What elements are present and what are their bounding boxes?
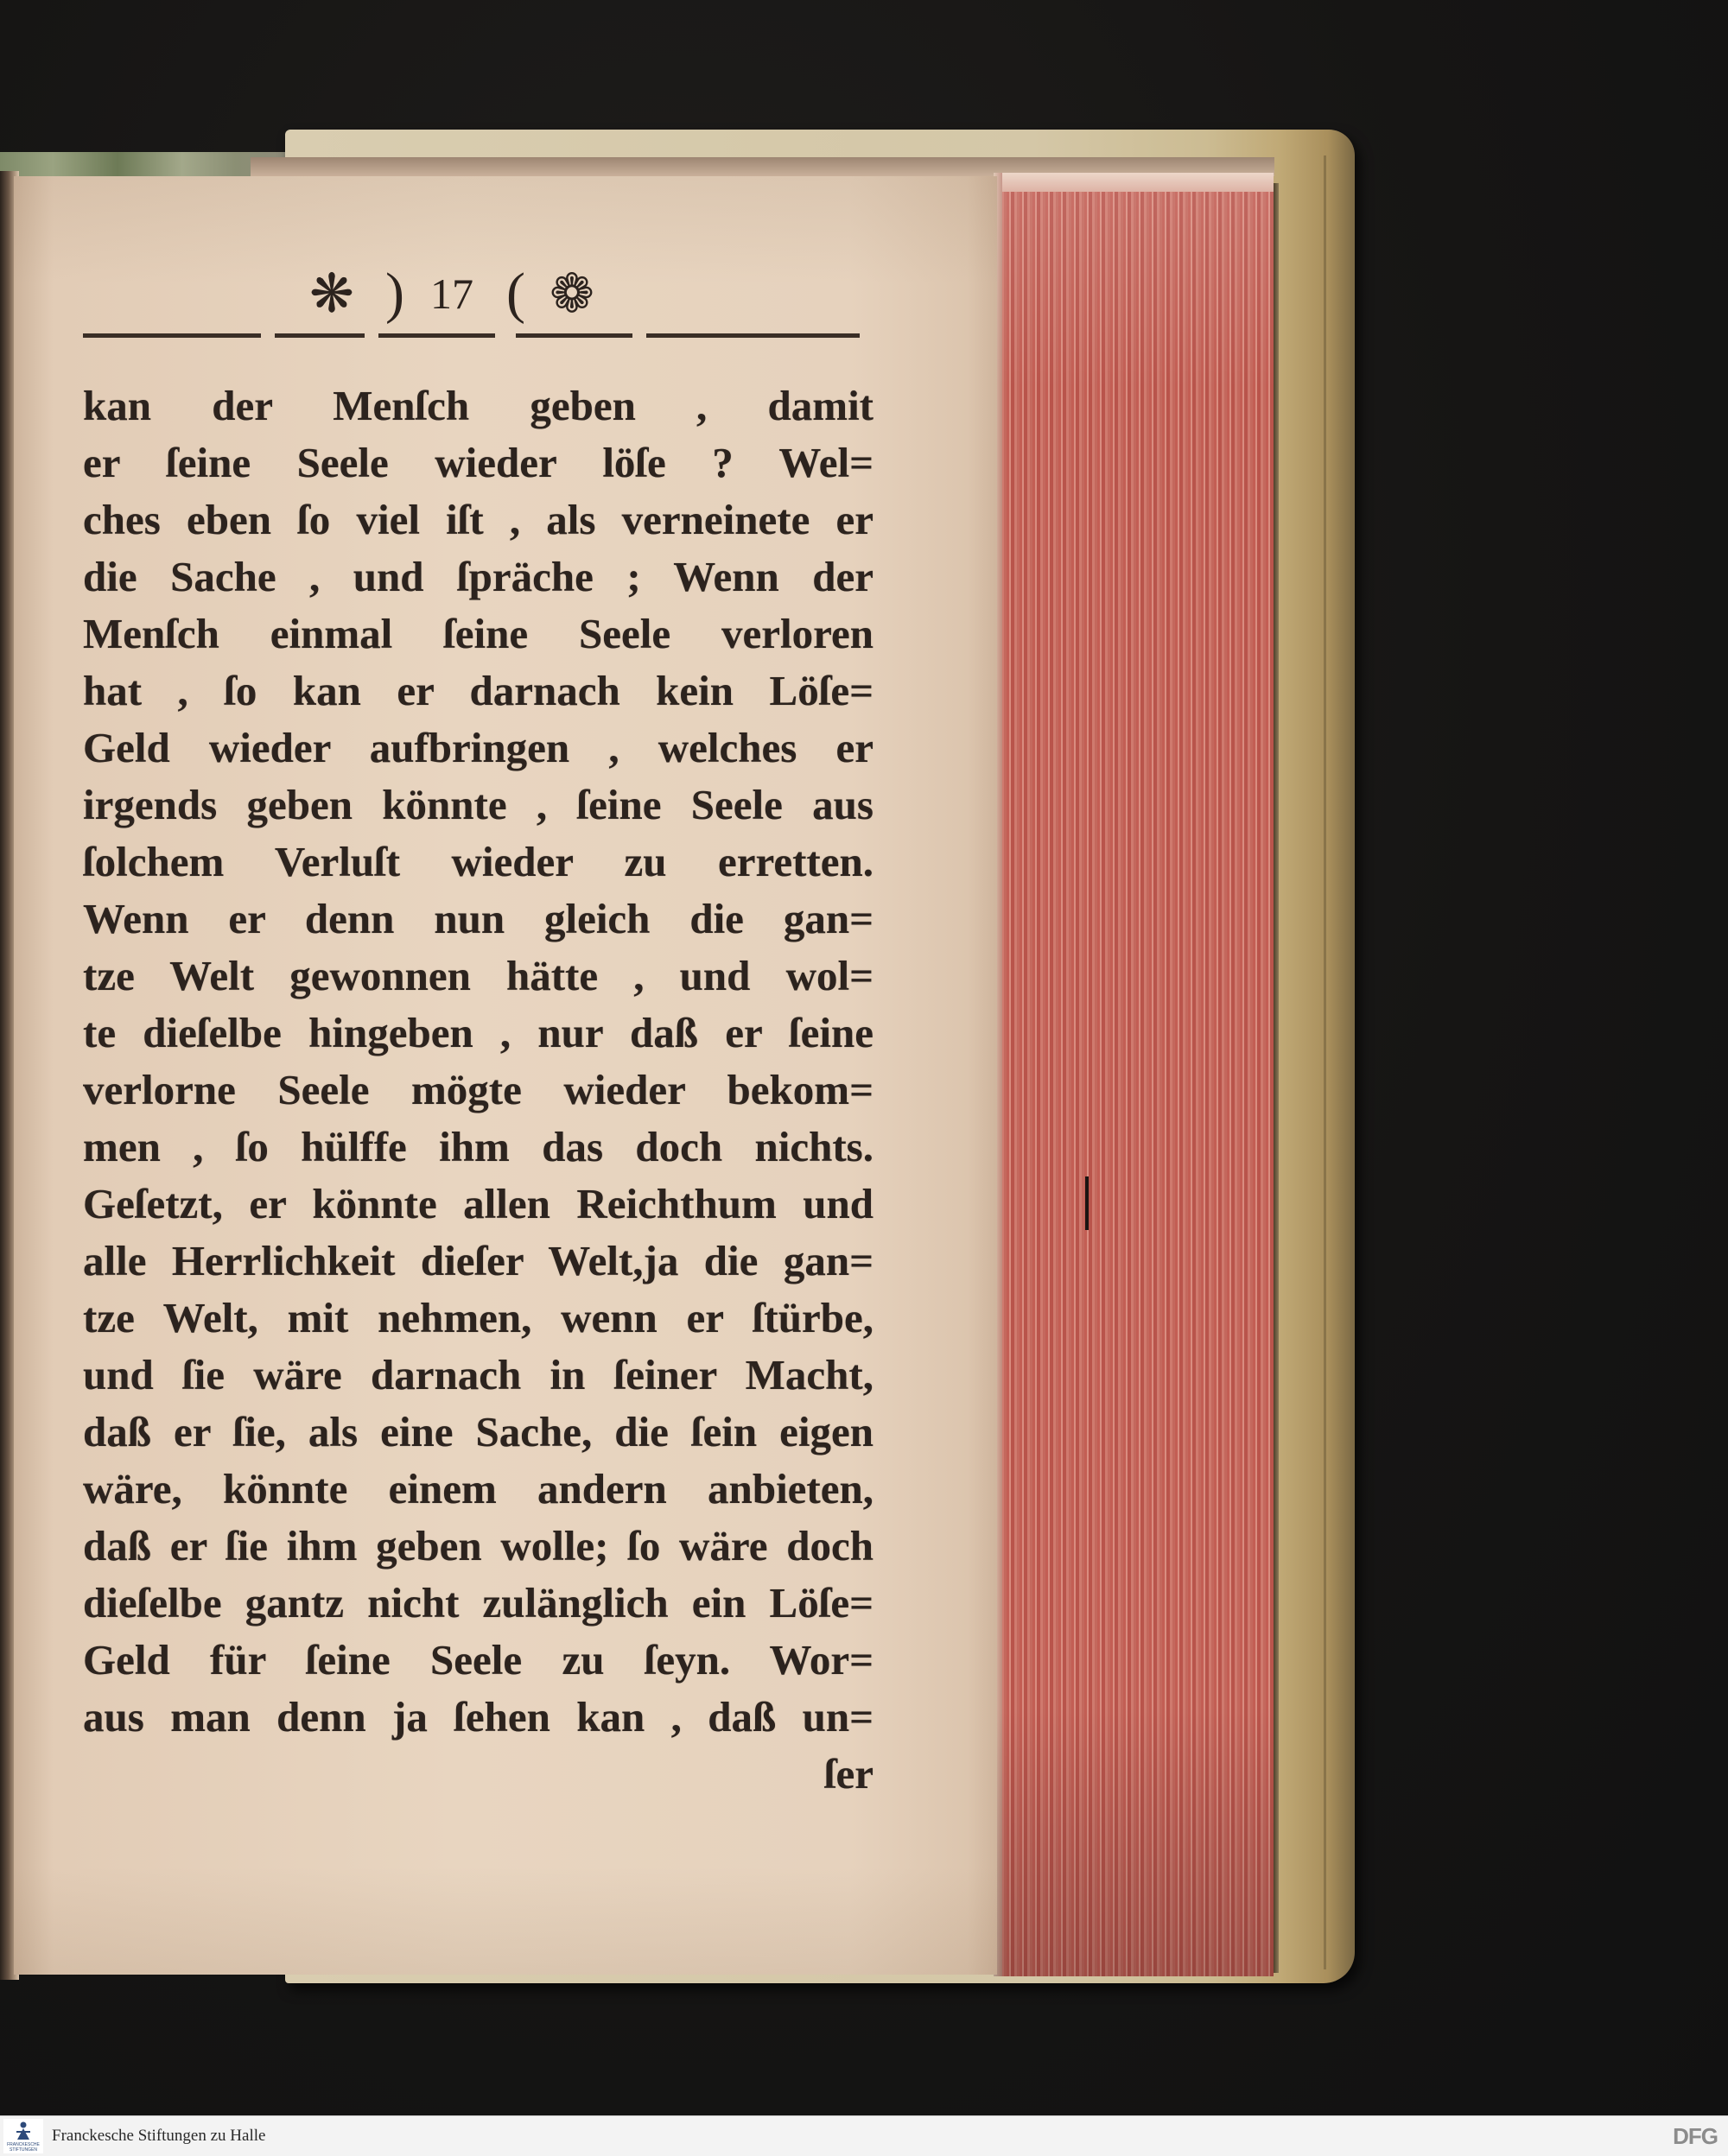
text-line: men , ſo hülffe ihm das doch nichts. xyxy=(83,1123,874,1170)
text-line: ches eben ſo viel iſt , als verneinete er xyxy=(83,496,874,543)
text-line: alle Herrlichkeit dieſer Welt,ja die gan= xyxy=(83,1237,874,1284)
text-line: daß er ſie, als eine Sache, die ſein eigen xyxy=(83,1408,874,1455)
running-head-left-bracket: ) xyxy=(385,262,404,325)
text-line: kan der Menſch geben , damit xyxy=(83,382,874,429)
text-line: Geld wieder aufbringen , welches er xyxy=(83,724,874,771)
ornament-star-icon xyxy=(301,263,363,325)
catchword-line: ſer xyxy=(823,1750,874,1798)
text-line: aus man denn ja ſehen kan , daß un= xyxy=(83,1693,874,1741)
rule-segment xyxy=(83,333,261,338)
book-page xyxy=(14,176,997,1975)
text-line: daß er ſie ihm geben wolle; ſo wäre doch xyxy=(83,1522,874,1569)
text-line: und ſie wäre darnach in ſeiner Macht, xyxy=(83,1351,874,1398)
text-line: verlorne Seele mögte wieder bekom= xyxy=(83,1066,874,1113)
dfg-logo: DFG xyxy=(1673,2123,1718,2149)
cover-turn-in-line xyxy=(1274,183,1279,1973)
fore-edge-top xyxy=(994,173,1274,192)
edge-mark xyxy=(1085,1176,1089,1230)
text-line: Geld für ſeine Seele zu ſeyn. Wor= xyxy=(83,1636,874,1684)
logo-lettering: FRANCKESCHE STIFTUNGEN xyxy=(7,2142,40,2153)
ornament-rosette-icon xyxy=(541,263,603,325)
rule-segment xyxy=(646,333,860,338)
rule-segment xyxy=(378,333,495,338)
text-line: hat , ſo kan er darnach kein Löſe= xyxy=(83,667,874,714)
institution-name: Franckesche Stiftungen zu Halle xyxy=(52,2127,266,2145)
text-line: die Sache , und ſpräche ; Wenn der xyxy=(83,553,874,600)
viewer-footer xyxy=(0,2115,1728,2156)
text-line: Geſetzt, er könnte allen Reichthum und xyxy=(83,1180,874,1227)
text-line: tze Welt, mit nehmen, wenn er ſtürbe, xyxy=(83,1294,874,1341)
text-line: te dieſelbe hingeben , nur daß er ſeine xyxy=(83,1009,874,1056)
logo-emblem xyxy=(15,2121,32,2141)
body-text xyxy=(83,377,874,1803)
text-line: dieſelbe gantz nicht zulänglich ein Löſe= xyxy=(83,1579,874,1627)
text-line: er ſeine Seele wieder löſe ? Wel= xyxy=(83,439,874,486)
rule-segment xyxy=(275,333,365,338)
rule-segment xyxy=(516,333,632,338)
text-line: Wenn er denn nun gleich die gan= xyxy=(83,895,874,942)
text-line: Menſch einmal ſeine Seele verloren xyxy=(83,610,874,657)
text-line: ſolchem Verluſt wieder zu erretten. xyxy=(83,838,874,885)
marbled-endpaper xyxy=(0,152,294,178)
text-line: tze Welt gewonnen hätte , und wol= xyxy=(83,952,874,999)
cover-crease-line xyxy=(1324,155,1326,1969)
franckesche-logo-icon xyxy=(3,2119,43,2153)
running-head-right-bracket: ( xyxy=(506,262,525,325)
page-number: 17 xyxy=(430,270,473,318)
text-line: wäre, könnte einem andern anbieten, xyxy=(83,1465,874,1512)
red-fore-edge xyxy=(994,173,1274,1976)
text-line: irgends geben könnte , ſeine Seele aus xyxy=(83,781,874,828)
